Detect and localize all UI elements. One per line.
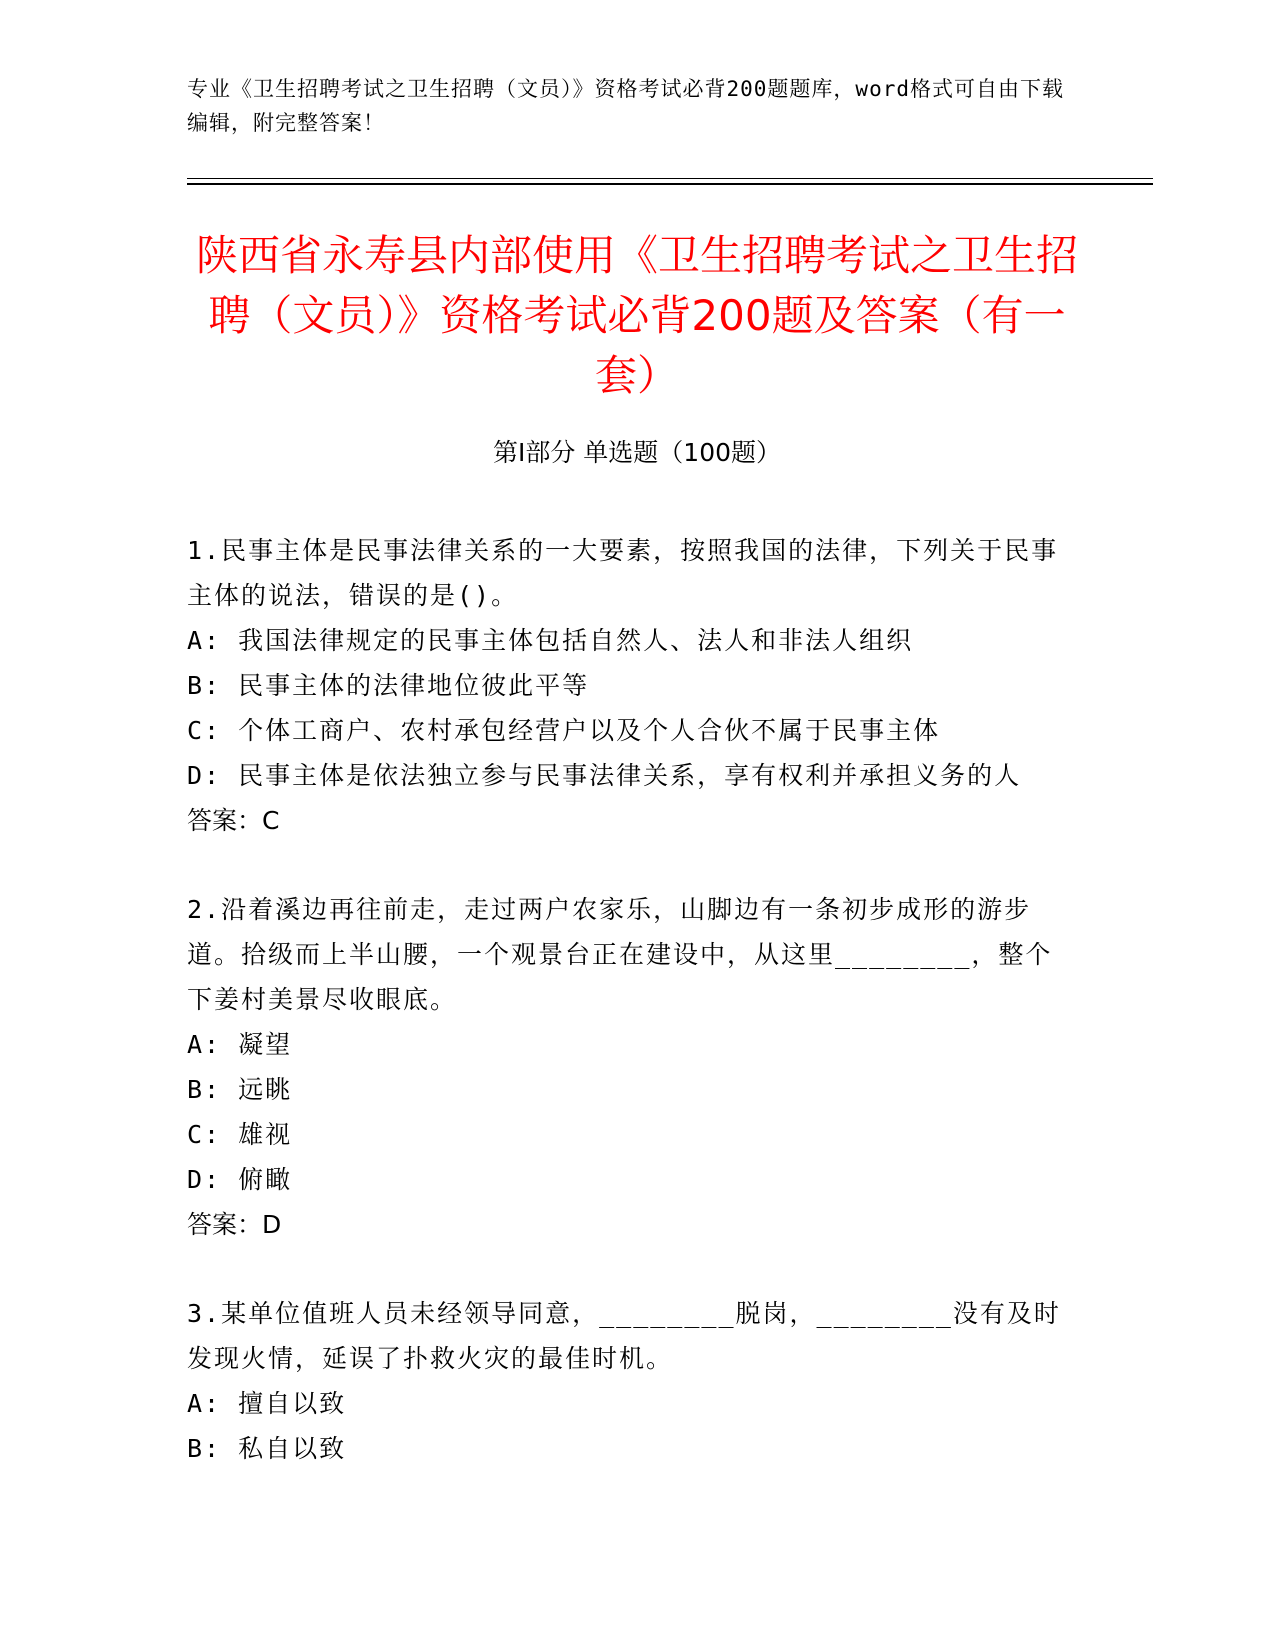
- option-a: A: 凝望: [187, 1030, 293, 1059]
- question-list: [187, 528, 1067, 1515]
- header-note: 专业《卫生招聘考试之卫生招聘（文员）》资格考试必背200题题库，word格式可自由下载编辑，附完整答案！: [187, 77, 1064, 135]
- document-title: 陕西省永寿县内部使用《卫生招聘考试之卫生招聘（文员）》资格考试必背200题及答案（有一套）: [195, 231, 1078, 400]
- question-3: [187, 1291, 1067, 1471]
- option-a: A: 擅自以致: [187, 1389, 347, 1418]
- option-a: A: 我国法律规定的民事主体包括自然人、法人和非法人组织: [187, 626, 914, 655]
- option-b: B: 民事主体的法律地位彼此平等: [187, 671, 590, 700]
- option-d: D: 俯瞰: [187, 1165, 293, 1194]
- question-1: [187, 528, 1067, 843]
- question-stem: 1.民事主体是民事法律关系的一大要素，按照我国的法律，下列关于民事主体的说法，错误的是()。: [187, 536, 1059, 610]
- option-b: B: 私自以致: [187, 1434, 347, 1463]
- option-c: C: 雄视: [187, 1120, 293, 1149]
- option-b: B: 远眺: [187, 1075, 293, 1104]
- section-title: 第I部分 单选题（100题）: [492, 438, 782, 467]
- header-rule-thin: [187, 178, 1153, 179]
- option-c: C: 个体工商户、农村承包经营户以及个人合伙不属于民事主体: [187, 716, 941, 745]
- option-d: D: 民事主体是依法独立参与民事法律关系，享有权利并承担义务的人: [187, 761, 1022, 790]
- question-stem: 3.某单位值班人员未经领导同意，________脱岗，________没有及时发现火情，延误了扑救火灾的最佳时机。: [187, 1299, 1061, 1373]
- answer-line: 答案：C: [187, 806, 280, 835]
- answer-line: 答案：D: [187, 1210, 282, 1239]
- question-stem: 2.沿着溪边再往前走，走过两户农家乐，山脚边有一条初步成形的游步道。拾级而上半山腰，一个观景台正在建设中，从这里________，整个下姜村美景尽收眼底。: [187, 895, 1053, 1014]
- question-2: [187, 887, 1067, 1247]
- header-rule-thick: [187, 183, 1153, 185]
